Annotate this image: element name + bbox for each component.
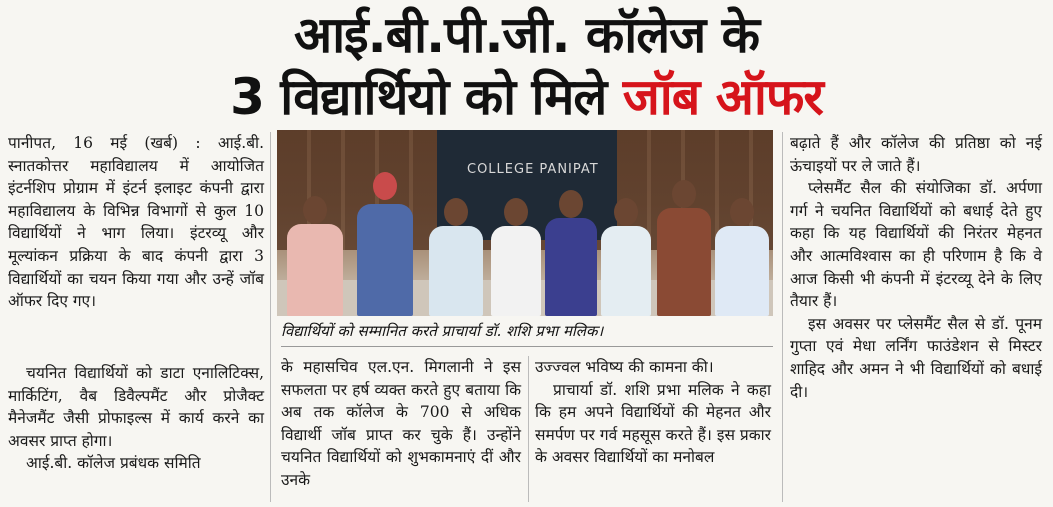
article-paragraph: बढ़ाते हैं और कॉलेज की प्रतिष्ठा को नई ऊंचाइयों पर ले जाते हैं। — [790, 134, 1042, 175]
article-paragraph: चयनित विद्यार्थियों को डाटा एनालिटिक्स, मार्किटिंग, वैब डिवैल्पमैंट और प्रोजैक्ट मैनेजमैंट जैसी प्रोफाइल्स में कार्य करने का अवसर प्राप्त होगा। — [8, 364, 264, 450]
photo-person — [355, 156, 415, 316]
event-photo — [277, 130, 773, 316]
headline-line-1: आई.बी.पी.जी. कॉलेज के — [293, 6, 760, 64]
photo-person — [543, 162, 599, 316]
photo-person — [285, 166, 345, 316]
article-column-3 — [535, 356, 771, 469]
photo-person — [599, 166, 653, 316]
column-divider — [270, 132, 271, 502]
headline-line-2 — [0, 66, 1053, 128]
article-paragraph: प्राचार्या डॉ. शशि प्रभा मलिक ने कहा कि हम अपने विद्यार्थियों की मेहनत और समर्पण पर गर्व महसूस करते हैं। इस प्रकार के अवसर विद्यार्थियों का मनोबल — [535, 380, 771, 467]
photo-person — [489, 166, 543, 316]
article-column-2 — [281, 356, 521, 492]
article-paragraph: के महासचिव एल.एन. मिगलानी ने इस सफलता पर हर्ष व्यक्त करते हुए बताया कि अब तक कॉलेज के 700 से अधिक विद्यार्थी जॉब प्राप्त कर चुके हैं। उन्होंने चयनित विद्यार्थियों को शुभकामनाएं दीं और उनके — [281, 358, 521, 489]
article-paragraph: इस अवसर पर प्लेसमैंट सैल से डॉ. पूनम गुप्ता एवं मेधा लर्निंग फाउंडेशन से मिस्टर शाहिद और अमन ने भी विद्यार्थियों को बधाई दी। — [790, 314, 1042, 401]
headline-red-part: जॉब ऑफर — [622, 68, 823, 126]
photo-caption: विद्यार्थियों को सम्मानित करते प्राचार्या डॉ. शशि प्रभा मलिक। — [281, 322, 604, 340]
photo-person — [427, 166, 485, 316]
column-divider — [528, 356, 529, 502]
article-column-1-continued — [8, 362, 264, 475]
article-paragraph: पानीपत, 16 मई (खर्ब) : आई.बी. स्नातकोत्तर महाविद्यालय में आयोजित इंटर्नशिप प्रोग्राम में इंटर्न इलाइट कंपनी द्वारा महाविद्यालय के विभिन्न विभागों से कुल 10 विद्यार्थियों ने भाग लिया। इंटरव्यू और मूल्यांकन प्रक्रिया के बाद कंपनी द्वारा 3 विद्यार्थियों का चयन किया गया और उन्हें जॉब ऑफर दिए गए। — [8, 134, 264, 311]
caption-divider — [281, 346, 773, 347]
headline-black-part: 3 विद्यार्थियो को मिले — [230, 68, 607, 126]
column-divider — [782, 132, 783, 502]
article-paragraph: प्लेसमैंट सैल की संयोजिका डॉ. अर्पणा गर्ग ने चयनित विद्यार्थियों को बधाई देते हुए कहा कि यह विद्यार्थियों की निरंतर मेहनत और आत्मविश्वास का ही परिणाम है कि वे आज किसी भी कंपनी में इंटरव्यू देने के लिए तैयार हैं। — [790, 179, 1042, 311]
photo-person — [713, 166, 771, 316]
article-paragraph: उज्ज्वल भविष्य की कामना की। — [535, 358, 714, 376]
article-paragraph: आई.बी. कॉलेज प्रबंधक समिति — [26, 454, 201, 473]
article-column-1 — [8, 132, 264, 313]
article-column-4 — [790, 132, 1042, 403]
photo-banner-text: COLLEGE PANIPAT — [467, 162, 599, 177]
photo-person — [655, 158, 713, 316]
